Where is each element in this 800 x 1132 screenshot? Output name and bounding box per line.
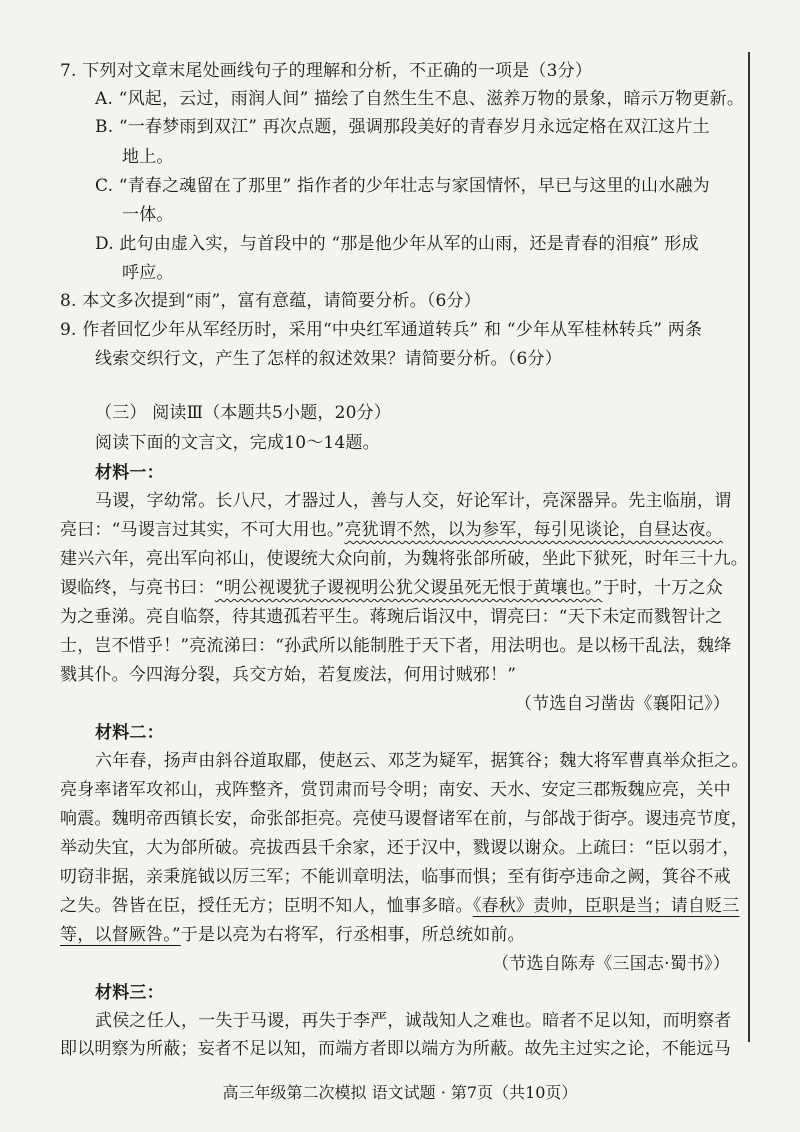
material1-line: 为之垂涕。亮自临祭，待其遗孤若平生。蒋琬后诣汉中，谓亮曰：“天下未定而戮智计之 (60, 607, 723, 627)
q7-option-c-cont: 一体。 (122, 205, 174, 225)
material1-line: 亮曰：“马谡言过其实，不可大用也。”亮犹谓不然，以为参军，每引见谈论，自昼达夜。 (60, 520, 723, 540)
material2-line: 叨窃非据，亲秉旄钺以厉三军；不能训章明法，临事而惧；至有街亭违命之阙，箕谷不戒 (60, 867, 731, 887)
material2-line: 之失。咎皆在臣，授任无方；臣明不知人，恤事多暗。《春秋》责帅，臣职是当；请自贬三 (60, 896, 740, 916)
page-footer: 高三年级第二次模拟 语文试题 · 第7页（共10页） (222, 1083, 578, 1102)
material2-line: 举动失宜，大为郃所破。亮拔西县千余家，还于汉中，戮谡以谢众。上疏曰：“臣以弱才， (60, 838, 740, 858)
material1-line: 建兴六年，亮出军向祁山，使谡统大众向前，为魏将张郃所破，坐此下狱死，时年三十九。 (60, 549, 748, 569)
material2-line: 等，以督厥咎。”于是以亮为右将军，行丞相事，所总统如前。 (60, 925, 525, 945)
q7-option-d-cont: 呼应。 (122, 263, 174, 283)
material3-line: 武侯之任人，一失于马谡，再失于李严，诚哉知人之难也。暗者不足以知，而明察者 (95, 1011, 732, 1031)
material1-line: 士，岂不惜乎！”亮流涕曰：“孙武所以能制胜于天下者，用法明也。是以杨干乱法，魏绛 (60, 636, 732, 656)
material1-title: 材料一： (95, 463, 164, 483)
q7-option-c: C. “青春之魂留在了那里” 指作者的少年壮志与家国情怀，早已与这里的山水融为 (95, 176, 710, 196)
material1-line: 戮其仆。今四海分裂，兵交方始，若复废法，何用讨贼邪！” (60, 665, 517, 685)
material2-source: （节选自陈寿《三国志·蜀书》） (492, 954, 730, 974)
margin-rule (748, 52, 750, 1042)
q7-option-b: B. “一春梦雨到双江” 再次点题，强调那段美好的青春岁月永远定格在双江这片土 (95, 117, 710, 137)
material2-line: 六年春，扬声由斜谷道取郿，使赵云、邓芝为疑军，据箕谷；魏大将军曹真举众拒之。 (95, 751, 749, 771)
material2-line: 亮身率诸军攻祁山，戎阵整齐，赏罚肃而号令明；南安、天水、安定三郡叛魏应亮，关中 (60, 780, 731, 800)
q9: 9. 作者回忆少年从军经历时，采用“中央红军通道转兵” 和 “少年从军桂林转兵” 两条 (60, 320, 703, 340)
q7-option-a: A. “风起，云过，雨润人间” 描绘了自然生生不息、滋养万物的景象，暗示万物更新。 (95, 89, 745, 109)
material3-line: 即以明察为所蔽；妄者不足以知，而端方者即以端方为所蔽。故先主过实之论，不能远马 (60, 1039, 731, 1059)
q8: 8. 本文多次提到“雨”，富有意蕴，请简要分析。（6分） (60, 291, 481, 311)
material1-line: 谡临终，与亮书曰：“明公视谡犹子谡视明公犹父谡虽死无恨于黄壤也。”于时，十万之众 (60, 578, 723, 598)
section-instruction: 阅读下面的文言文，完成10～14题。 (95, 433, 380, 453)
material2-title: 材料二： (95, 723, 164, 743)
section-header: （三） 阅读Ⅲ（本题共5小题，20分） (95, 403, 392, 423)
material3-title: 材料三： (95, 983, 164, 1003)
q7-option-b-cont: 地上。 (122, 147, 174, 167)
material1-source: （节选自习凿齿《襄阳记》） (514, 694, 730, 714)
q7-option-d: D. 此句由虚入实，与首段中的 “那是他少年从军的山雨，还是青春的泪痕” 形成 (95, 234, 699, 254)
q7-stem: 7. 下列对文章末尾处画线句子的理解和分析，不正确的一项是（3分） (60, 61, 593, 81)
material2-line: 响震。魏明帝西镇长安，命张郃拒亮。亮使马谡督诸军在前，与郃战于街亭。谡违亮节度， (60, 809, 748, 829)
material1-line: 马谡，字幼常。长八尺，才器过人，善与人交，好论军计，亮深器异。先主临崩，谓 (95, 491, 732, 511)
q9-cont: 线索交织行文，产生了怎样的叙述效果？请简要分析。（6分） (95, 349, 562, 369)
